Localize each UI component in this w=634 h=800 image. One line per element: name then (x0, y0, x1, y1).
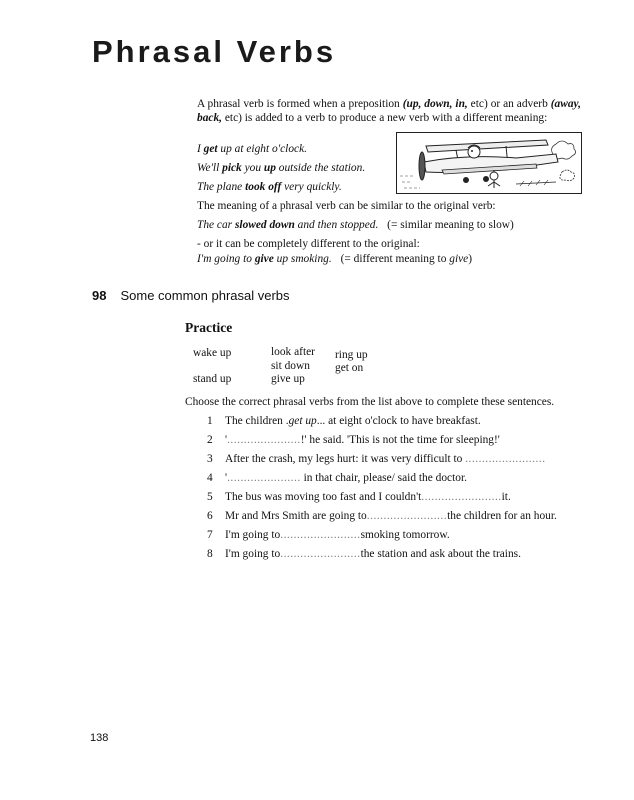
answer-blank: ...................... (227, 472, 301, 484)
example-1 (197, 143, 307, 155)
sentence-number: 2 (207, 434, 213, 446)
answer-blank: ........................ (280, 548, 361, 560)
example-verb: get (203, 143, 218, 155)
sentence-text: ... at eight o'clock to have breakfast. (316, 415, 481, 427)
answer-blank: ........................ (465, 453, 546, 465)
answer-blank: ........................ (421, 491, 502, 503)
sentence-number: 4 (207, 472, 213, 484)
example-text: The plane (197, 181, 246, 193)
example-note-end: ) (468, 253, 473, 265)
sentence-number: 6 (207, 510, 213, 522)
different-text: - or it can be completely different to the original: (197, 238, 420, 250)
example-particle: up (263, 162, 276, 174)
example-text: I (197, 143, 204, 155)
example-text: up smoking. (273, 253, 332, 265)
page-title: Phrasal Verbs (92, 34, 337, 69)
example-text: We'll (197, 162, 223, 174)
exercise-sentence (207, 491, 511, 503)
example-verb: give (254, 253, 274, 265)
example-text: I'm going to (197, 253, 255, 265)
example-text: very quickly. (281, 181, 342, 193)
sentence-text: The bus was moving too fast and I couldn't (225, 491, 422, 503)
exercise-sentence (207, 415, 481, 427)
answer-blank: ........................ (280, 529, 361, 541)
exercise-sentence (207, 434, 500, 446)
example-text: and then stopped. (294, 219, 379, 231)
biplane-icon (396, 132, 582, 194)
intro-text: etc) or an adverb (467, 98, 551, 110)
answer-blank: ........................ (366, 510, 448, 522)
word-item: ring up (335, 349, 368, 361)
sentence-text: ' (225, 472, 228, 484)
word-item: stand up (193, 373, 232, 385)
intro-paragraph (197, 97, 581, 125)
exercise-sentence (207, 510, 557, 522)
sentence-text: the station and ask about the trains. (360, 548, 521, 560)
example-note: (= different meaning to (340, 253, 450, 265)
example-verb: took off (245, 181, 282, 193)
example-text: up at eight o'clock. (217, 143, 308, 155)
example-4 (197, 219, 514, 231)
sentence-text: After the crash, my legs hurt: it was very difficult to (225, 453, 466, 465)
exercise-sentence (207, 472, 467, 484)
word-item: get on (335, 362, 364, 374)
example-note: (= similar meaning to slow) (387, 219, 514, 231)
word-item: give up (271, 373, 305, 385)
sentence-number: 8 (207, 548, 213, 560)
similar-text: The meaning of a phrasal verb can be similar to the original verb: (197, 200, 496, 212)
sentence-answer: get up (288, 415, 317, 427)
intro-text: etc) is added to a verb to produce a new verb with a different meaning: (222, 112, 548, 124)
example-text: The car (197, 219, 235, 231)
example-verb: slowed down (234, 219, 295, 231)
sentence-text: !' he said. 'This is not the time for sleeping!' (300, 434, 500, 446)
sentence-text: it. (501, 491, 511, 503)
section-number: 98 (92, 288, 107, 303)
sentence-text: the children for an hour. (447, 510, 557, 522)
sentence-text: smoking tomorrow. (360, 529, 450, 541)
word-item: wake up (193, 347, 232, 359)
answer-blank: ...................... (227, 434, 301, 446)
sentence-text: I'm going to (225, 548, 281, 560)
sentence-text: in that chair, please/ said the doctor. (300, 472, 467, 484)
exercise-instruction: Choose the correct phrasal verbs from the list above to complete these sentences. (185, 396, 555, 408)
biplane-illustration (396, 132, 582, 194)
sentence-text: ' (225, 434, 228, 446)
example-text: you (241, 162, 264, 174)
sentence-text: I'm going to (225, 529, 281, 541)
example-verb: pick (222, 162, 242, 174)
word-item: sit down (271, 360, 310, 372)
sentence-text: The children . (225, 415, 289, 427)
sentence-number: 7 (207, 529, 213, 541)
example-note-word: give (449, 253, 469, 265)
sentence-number: 1 (207, 415, 213, 427)
example-3 (197, 181, 342, 193)
intro-prepositions: (up, down, in, (402, 98, 468, 110)
sentence-text: Mr and Mrs Smith are going to (225, 510, 367, 522)
exercise-sentence (207, 529, 450, 541)
intro-text: A phrasal verb is formed when a preposition (197, 98, 403, 110)
exercise-sentence (207, 453, 546, 465)
example-2 (197, 162, 365, 174)
intro-adverbs: (away, back, (197, 98, 581, 124)
word-item: look after (271, 346, 315, 358)
section-heading (92, 288, 290, 303)
exercise-sentence (207, 548, 521, 560)
section-title: Some common phrasal verbs (120, 288, 290, 303)
practice-heading: Practice (185, 320, 233, 335)
sentence-number: 3 (207, 453, 213, 465)
example-5 (197, 253, 472, 265)
sentence-number: 5 (207, 491, 213, 503)
example-text: outside the station. (275, 162, 366, 174)
page-number: 138 (90, 732, 109, 744)
